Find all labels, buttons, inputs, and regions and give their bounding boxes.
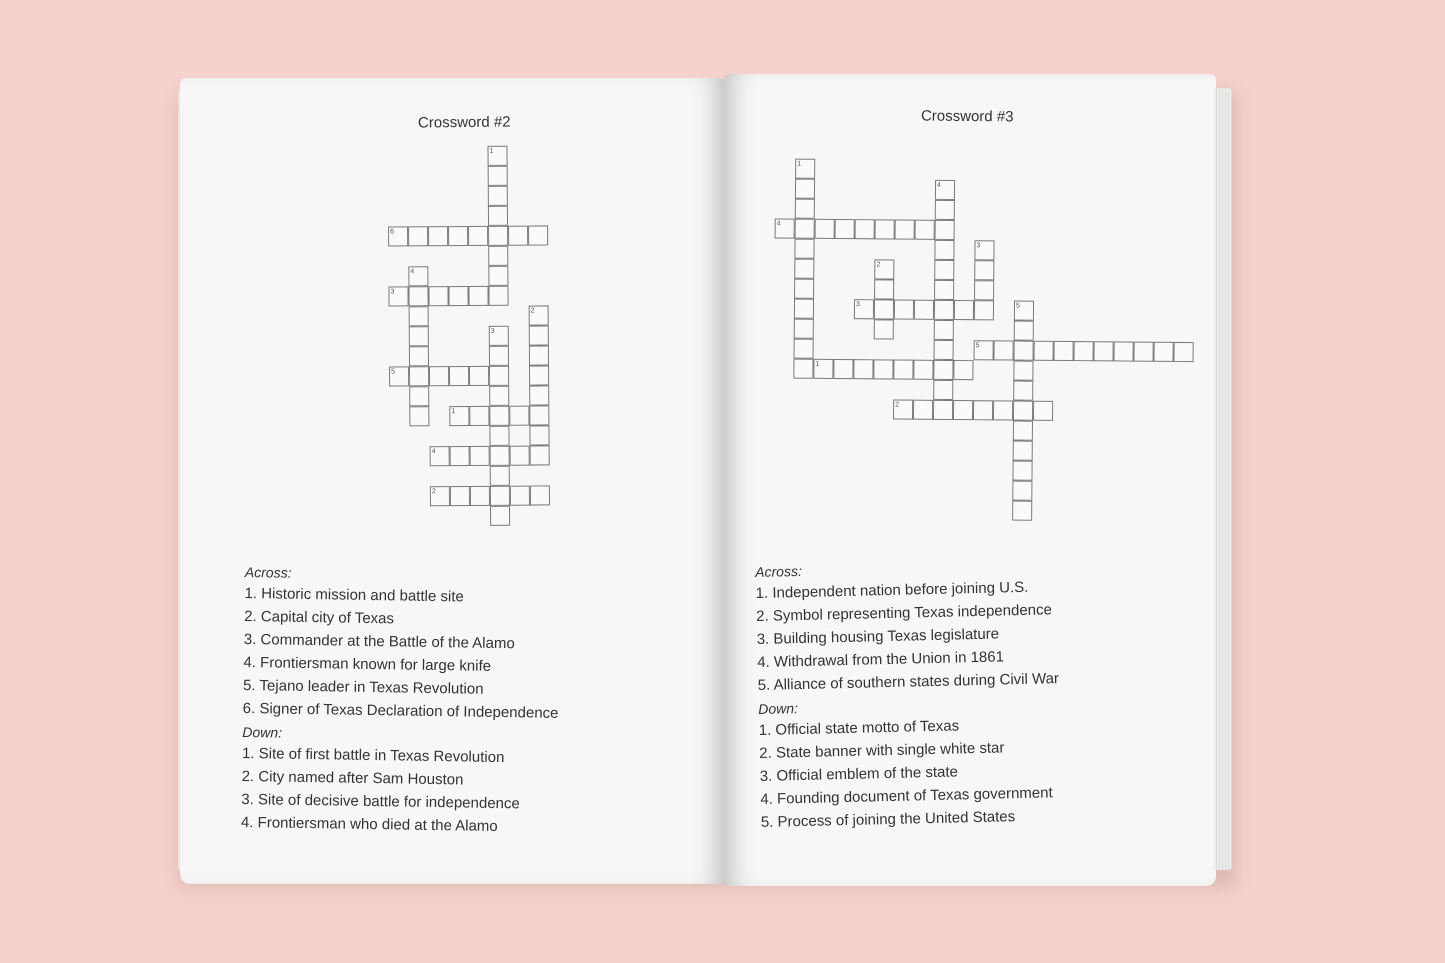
grid-cell[interactable]: [508, 226, 528, 246]
grid-cell[interactable]: [489, 346, 509, 366]
grid-cell[interactable]: [794, 239, 814, 259]
grid-cell[interactable]: [488, 226, 508, 246]
grid-cell[interactable]: [994, 340, 1014, 360]
grid-cell[interactable]: [993, 400, 1013, 420]
grid-cell[interactable]: [488, 286, 508, 306]
clue-item: 3. Official emblem of the state: [759, 763, 959, 785]
grid-cell[interactable]: [469, 366, 489, 386]
grid-cell[interactable]: [510, 446, 530, 466]
grid-cell[interactable]: [1094, 341, 1114, 361]
grid-cell[interactable]: [488, 206, 508, 226]
grid-cell[interactable]: [873, 359, 893, 379]
page-edges-right: [1214, 88, 1232, 870]
grid-cell[interactable]: [894, 299, 914, 319]
grid-cell[interactable]: [954, 300, 974, 320]
grid-cell[interactable]: [409, 386, 429, 406]
clue-item: 1. Independent nation before joining U.S.: [755, 578, 1029, 602]
grid-cell[interactable]: [489, 406, 509, 426]
clue-number: 2: [431, 488, 436, 496]
grid-cell[interactable]: [913, 360, 933, 380]
grid-cell[interactable]: [448, 226, 468, 246]
clue-item: 1. Historic mission and battle site: [244, 584, 464, 606]
grid-cell[interactable]: [1033, 401, 1053, 421]
clue-list: [755, 557, 1062, 837]
grid-cell[interactable]: [1013, 361, 1033, 381]
grid-cell[interactable]: [470, 446, 490, 466]
grid-cell[interactable]: [409, 406, 429, 426]
grid-cell[interactable]: [934, 340, 954, 360]
grid-cell[interactable]: [408, 286, 428, 306]
clue-number: 5: [975, 342, 980, 350]
clue-item: 6. Signer of Texas Declaration of Independence: [242, 699, 559, 722]
clue-item: 3. Commander at the Battle of the Alamo: [243, 630, 515, 653]
grid-cell[interactable]: [1054, 341, 1074, 361]
grid-cell[interactable]: [835, 219, 855, 239]
clue-item: 2. Symbol representing Texas independence: [755, 601, 1053, 625]
page-title: Crossword #2: [417, 113, 511, 132]
clue-item: 4. Founding document of Texas government: [760, 784, 1053, 808]
clue-number: 3: [855, 301, 860, 309]
clue-number: 1: [489, 147, 494, 155]
grid-cell[interactable]: [429, 366, 449, 386]
grid-cell[interactable]: [934, 260, 954, 280]
grid-cell[interactable]: [794, 299, 814, 319]
grid-cell[interactable]: [1013, 421, 1033, 441]
clue-item: 1. Official state motto of Texas: [758, 717, 960, 739]
clue-item: 5. Process of joining the United States: [760, 808, 1016, 831]
clue-item: 2. State banner with single white star: [759, 739, 1005, 762]
clue-number: 4: [937, 181, 941, 189]
clue-number: 3: [490, 327, 495, 335]
grid-cell[interactable]: [529, 425, 549, 445]
grid-cell[interactable]: [795, 199, 815, 219]
clue-item: 5. Tejano leader in Texas Revolution: [242, 676, 484, 698]
clue-number: 1: [797, 160, 802, 168]
grid-cell[interactable]: [490, 446, 510, 466]
clue-item: 2. Capital city of Texas: [244, 607, 395, 628]
grid-cell[interactable]: [488, 246, 508, 266]
across-heading: Across:: [244, 564, 292, 581]
clue-item: 1. Site of first battle in Texas Revolution: [241, 744, 505, 767]
down-heading: Down:: [758, 700, 799, 717]
grid-cell[interactable]: [853, 359, 873, 379]
clue-number: 5: [1015, 302, 1020, 310]
page-title: Crossword #3: [920, 107, 1014, 126]
grid-cell[interactable]: [875, 219, 895, 239]
clue-item: 4. Frontiersman who died at the Alamo: [240, 813, 498, 836]
grid-cell[interactable]: [933, 380, 953, 400]
down-heading: Down:: [242, 723, 283, 741]
grid-cell[interactable]: [488, 166, 508, 186]
grid-cell[interactable]: [934, 300, 954, 320]
grid-cell[interactable]: [855, 219, 875, 239]
clue-item: 5. Alliance of southern states during Civil War: [757, 670, 1060, 694]
grid-cell[interactable]: [794, 279, 814, 299]
grid-cell[interactable]: [833, 359, 853, 379]
grid-cell[interactable]: [409, 346, 429, 366]
grid-cell[interactable]: [1154, 342, 1174, 362]
grid-cell[interactable]: [529, 405, 549, 425]
left-page: [180, 78, 724, 884]
clue-number: 2: [876, 261, 881, 269]
grid-cell[interactable]: [488, 186, 508, 206]
across-heading: Across:: [755, 562, 803, 580]
grid-cell[interactable]: [795, 179, 815, 199]
grid-cell[interactable]: [953, 400, 973, 420]
clue-item: 3. Site of decisive battle for independence: [241, 790, 520, 813]
grid-cell[interactable]: [468, 286, 488, 306]
grid-cell[interactable]: [1012, 501, 1032, 521]
grid-cell[interactable]: [450, 486, 470, 506]
grid-cell[interactable]: [1012, 461, 1032, 481]
grid-cell[interactable]: [874, 299, 894, 319]
grid-cell[interactable]: [874, 279, 894, 299]
grid-cell[interactable]: [530, 485, 550, 505]
grid-cell[interactable]: [915, 220, 935, 240]
grid-cell[interactable]: [974, 280, 994, 300]
grid-cell[interactable]: [1034, 341, 1054, 361]
grid-cell[interactable]: [974, 300, 994, 320]
grid-cell[interactable]: [893, 359, 913, 379]
grid-cell[interactable]: [489, 366, 509, 386]
grid-cell[interactable]: [529, 385, 549, 405]
grid-cell[interactable]: [933, 360, 953, 380]
grid-cell[interactable]: [428, 226, 448, 246]
grid-cell[interactable]: [409, 306, 429, 326]
grid-cell[interactable]: [1013, 381, 1033, 401]
grid-cell[interactable]: [408, 226, 428, 246]
grid-cell[interactable]: [815, 219, 835, 239]
grid-cell[interactable]: [913, 400, 933, 420]
clue-number: 2: [530, 307, 535, 315]
grid-cell[interactable]: [934, 240, 954, 260]
grid-cell[interactable]: [468, 226, 488, 246]
clue-number: 3: [976, 242, 981, 250]
grid-cell[interactable]: [895, 219, 915, 239]
clue-item: 3. Building housing Texas legislature: [756, 625, 1000, 648]
grid-cell[interactable]: [529, 325, 549, 345]
grid-cell[interactable]: [450, 446, 470, 466]
grid-cell[interactable]: [529, 345, 549, 365]
clue-number: 4: [431, 448, 436, 456]
grid-cell[interactable]: [470, 486, 490, 506]
grid-cell[interactable]: [469, 406, 489, 426]
clue-list: [241, 564, 561, 842]
grid-cell[interactable]: [490, 486, 510, 506]
grid-cell[interactable]: [934, 280, 954, 300]
grid-cell[interactable]: [933, 400, 953, 420]
grid-cell[interactable]: [794, 319, 814, 339]
grid-cell[interactable]: [794, 259, 814, 279]
grid-cell[interactable]: [510, 486, 530, 506]
clue-number: 5: [391, 368, 395, 376]
clue-number: 4: [776, 220, 781, 228]
grid-cell[interactable]: [1013, 441, 1033, 461]
grid-cell[interactable]: [428, 286, 448, 306]
grid-cell[interactable]: [974, 260, 994, 280]
grid-cell[interactable]: [1014, 341, 1034, 361]
clue-number: 6: [390, 228, 395, 236]
grid-cell[interactable]: [953, 360, 973, 380]
grid-cell[interactable]: [449, 366, 469, 386]
grid-cell[interactable]: [794, 339, 814, 359]
grid-cell[interactable]: [409, 326, 429, 346]
grid-cell[interactable]: [1114, 341, 1134, 361]
grid-cell[interactable]: [490, 506, 510, 526]
grid-cell[interactable]: [914, 300, 934, 320]
grid-cell[interactable]: [874, 319, 894, 339]
grid-cell[interactable]: [973, 400, 993, 420]
grid-cell[interactable]: [1134, 342, 1154, 362]
clue-item: 4. Frontiersman known for large knife: [243, 653, 492, 675]
clue-number: 1: [451, 408, 456, 416]
clue-number: 4: [410, 268, 415, 276]
clue-number: 2: [895, 401, 900, 409]
clue-number: 1: [815, 360, 820, 368]
grid-cell[interactable]: [934, 320, 954, 340]
grid-cell[interactable]: [795, 219, 815, 239]
grid-cell[interactable]: [935, 220, 955, 240]
clue-item: 4. Withdrawal from the Union in 1861: [757, 648, 1005, 671]
grid-cell[interactable]: [1012, 481, 1032, 501]
grid-cell[interactable]: [793, 359, 813, 379]
grid-cell[interactable]: [1174, 342, 1194, 362]
grid-cell[interactable]: [1074, 341, 1094, 361]
grid-cell[interactable]: [935, 200, 955, 220]
grid-cell[interactable]: [409, 366, 429, 386]
grid-cell[interactable]: [489, 386, 509, 406]
grid-cell[interactable]: [530, 445, 550, 465]
grid-cell[interactable]: [488, 266, 508, 286]
clue-item: 2. City named after Sam Houston: [241, 767, 464, 789]
grid-cell[interactable]: [1014, 321, 1034, 341]
grid-cell[interactable]: [489, 426, 509, 446]
grid-cell[interactable]: [1013, 401, 1033, 421]
grid-cell[interactable]: [529, 365, 549, 385]
grid-cell[interactable]: [509, 406, 529, 426]
clue-number: 3: [390, 288, 395, 296]
grid-cell[interactable]: [448, 286, 468, 306]
grid-cell[interactable]: [528, 225, 548, 245]
right-page: [724, 74, 1216, 886]
grid-cell[interactable]: [490, 466, 510, 486]
